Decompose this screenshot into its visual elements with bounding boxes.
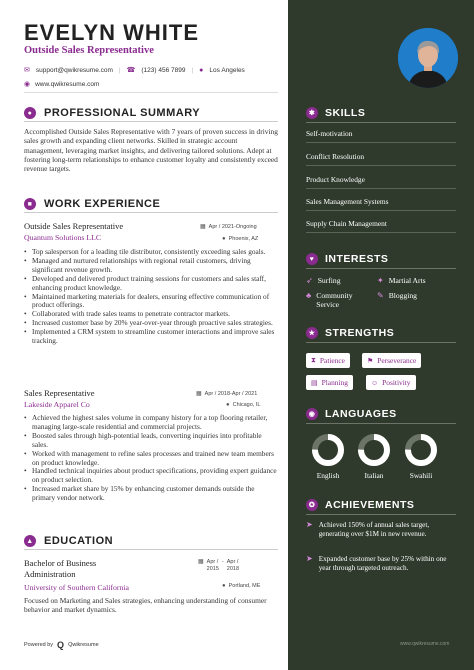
- calendar-icon: ▦: [196, 391, 202, 397]
- website-text[interactable]: www.qwikresume.com: [35, 80, 100, 88]
- list-item: • Managed and nurtured relationships with regional retail customers, driving significant revenue growth.: [24, 257, 278, 275]
- graduation-cap-icon: ▲: [24, 535, 36, 547]
- skill-item: Supply Chain Management: [306, 219, 387, 228]
- phone-text: (123) 456 7899: [141, 66, 186, 74]
- email-text[interactable]: support@qwikresume.com: [35, 66, 113, 74]
- skill-bar: [306, 232, 456, 233]
- school-name: University of Southern California: [24, 583, 130, 592]
- hourglass-icon: ⧗: [311, 356, 316, 364]
- footer-site: www.qwikresume.com: [400, 641, 450, 647]
- community-icon: ♣: [306, 291, 312, 300]
- achievement-item: ➤ Achieved 150% of annual sales target, generating over $1M in new revenue.: [306, 520, 430, 538]
- trophy-icon: ★: [306, 327, 318, 339]
- experience-divider: [24, 212, 278, 213]
- list-item: • Top salesperson for a leading tile distributor, consistently exceeding sales goals.: [24, 248, 278, 257]
- list-item: • Worked with management to refine sales processes and trained new team members on product knowledge.: [24, 450, 278, 468]
- skill-item: Conflict Resolution: [306, 152, 365, 161]
- language-label: Swahili: [409, 471, 433, 480]
- phone-icon: ☎: [126, 67, 136, 74]
- languages-divider: [306, 423, 456, 424]
- footer: Powered by Q Qwikresume: [24, 640, 99, 650]
- skills-heading: ✱ SKILLS: [306, 107, 365, 119]
- list-item: • Implemented a CRM system to streamline customer interactions and improve sales tracking.: [24, 328, 278, 346]
- interest-item: ♣ Community Service: [306, 291, 353, 309]
- job-company: Lakeside Apparel Co: [24, 400, 90, 409]
- job-dates: ▦ Apr / 2018-Apr / 2021: [196, 390, 258, 397]
- language-level-ring: [356, 432, 392, 468]
- skills-divider: [306, 122, 456, 123]
- list-item: • Boosted sales through high-potential leads, converting inquiries into profitable sales.: [24, 432, 278, 450]
- lightbulb-icon: ✱: [306, 107, 318, 119]
- rocket-icon: ➤: [306, 520, 313, 529]
- skill-bar: [306, 142, 456, 143]
- profile-photo: [398, 28, 458, 88]
- list-item: • Handled technical inquiries about product specifications, providing expert guidance on product selection.: [24, 467, 278, 485]
- candidate-role: Outside Sales Representative: [24, 45, 154, 56]
- location-pin-icon: ●: [226, 402, 230, 408]
- strength-badge: ▤ Planning: [306, 375, 353, 390]
- calendar-icon: ▦: [198, 559, 204, 565]
- globe-icon: ◉: [24, 81, 31, 88]
- job-bullets: [24, 248, 278, 346]
- list-item: • Increased market share by 15% by enhancing customer demands outside the primary vendor network.: [24, 485, 278, 503]
- language-label: Italian: [364, 471, 384, 480]
- job-bullets: [24, 414, 278, 503]
- email-icon: ✉: [24, 67, 30, 74]
- skill-bar: [306, 188, 456, 189]
- job-title: Sales Representative: [24, 388, 95, 398]
- location-pin-icon: ●: [222, 583, 226, 589]
- interest-item: ➶ Surfing: [306, 276, 341, 285]
- website-row: [24, 80, 99, 88]
- language-level-ring: [310, 432, 346, 468]
- header-divider: [24, 92, 278, 93]
- education-divider: [24, 549, 278, 550]
- education-text: Focused on Marketing and Sales strategies, enhancing understanding of consumer behavior and market dynamics.: [24, 596, 267, 615]
- globe-icon: ◉: [306, 408, 318, 420]
- perseverance-icon: ⚑: [367, 356, 374, 365]
- smile-icon: ☺: [371, 378, 379, 387]
- heart-icon: ♥: [306, 253, 318, 265]
- skill-bar: [306, 210, 456, 211]
- qwikresume-logo-icon: Q: [57, 640, 65, 650]
- job-location: ● Phoenix, AZ: [222, 236, 259, 242]
- strengths-heading: ★ STRENGTHS: [306, 327, 394, 339]
- edu-dates: ▦ Apr / 2015 - Apr / 2018: [198, 559, 240, 572]
- planning-icon: ▤: [311, 378, 318, 387]
- achievements-heading: ✪ ACHIEVEMENTS: [306, 499, 414, 511]
- summary-heading: ● PROFESSIONAL SUMMARY: [24, 107, 200, 119]
- strength-badge: ⧗ Patience: [306, 353, 350, 368]
- degree: Bachelor of Business Administration: [24, 558, 97, 579]
- job-dates: ▦ Apr / 2021-Ongoing: [200, 223, 257, 230]
- person-icon: ●: [24, 107, 36, 119]
- list-item: • Developed and delivered product training sessions for customers and sales staff, enhancing product knowledge.: [24, 275, 278, 293]
- location-text: Los Angeles: [209, 66, 245, 74]
- language-label: English: [316, 471, 340, 480]
- skill-item: Self-motivation: [306, 129, 353, 138]
- list-item: • Increased customer base by 20% year-over-year through proactive sales strategies.: [24, 319, 278, 328]
- medal-icon: ✪: [306, 499, 318, 511]
- interests-heading: ♥ INTERESTS: [306, 253, 388, 265]
- surfing-icon: ➶: [306, 276, 313, 285]
- job-company: Quantum Solutions LLC: [24, 233, 102, 242]
- rocket-icon: ➤: [306, 554, 313, 563]
- calendar-icon: ▦: [200, 224, 206, 230]
- list-item: • Collaborated with trade sales teams to penetrate contractor markets.: [24, 310, 278, 319]
- languages-heading: ◉ LANGUAGES: [306, 408, 397, 420]
- interests-divider: [306, 268, 456, 269]
- contact-row: ✉ support@qwikresume.com | ☎ (123) 456 7899 | ● Los Angeles: [24, 66, 245, 74]
- candidate-name: EVELYN WHITE: [24, 20, 199, 45]
- summary-divider: [24, 121, 278, 122]
- strengths-divider: [306, 342, 456, 343]
- briefcase-icon: ■: [24, 198, 36, 210]
- education-heading: ▲ EDUCATION: [24, 535, 113, 547]
- interest-item: ✦ Martial Arts: [377, 276, 426, 285]
- job-title: Outside Sales Representative: [24, 221, 124, 231]
- strength-badge: ☺ Positivity: [366, 375, 416, 390]
- summary-text: Accomplished Outside Sales Representative with 7 years of proven success in driving sales growth and expanding client networks. Skilled in strategic account management, leveraging market insights, and delivering tailored solutions. Adept at fostering long-term relationships to enhance customer loyalty and consistently exceed revenue targets.: [24, 127, 278, 174]
- martial-arts-icon: ✦: [377, 276, 384, 285]
- list-item: • Maintained marketing materials for dealers, ensuring effective communication of product offerings.: [24, 293, 278, 311]
- blogging-icon: ✎: [377, 291, 384, 300]
- skill-item: Sales Management Systems: [306, 197, 389, 206]
- job-location: ● Chicago, IL: [226, 402, 261, 408]
- list-item: • Achieved the highest sales volume in company history for a top flooring retailer, managing large-scale residential and commercial projects.: [24, 414, 278, 432]
- interest-item: ✎ Blogging: [377, 291, 417, 300]
- edu-location: ● Portland, ME: [222, 583, 261, 589]
- location-pin-icon: ●: [222, 236, 226, 242]
- skill-bar: [306, 165, 456, 166]
- skill-item: Product Knowledge: [306, 175, 365, 184]
- experience-heading: ■ WORK EXPERIENCE: [24, 198, 160, 210]
- location-icon: ●: [199, 66, 204, 74]
- language-level-ring: [403, 432, 439, 468]
- achievements-divider: [306, 514, 456, 515]
- strength-badge: ⚑ Perseverance: [362, 353, 421, 368]
- achievement-item: ➤ Expanded customer base by 25% within one year through targeted outreach.: [306, 554, 447, 572]
